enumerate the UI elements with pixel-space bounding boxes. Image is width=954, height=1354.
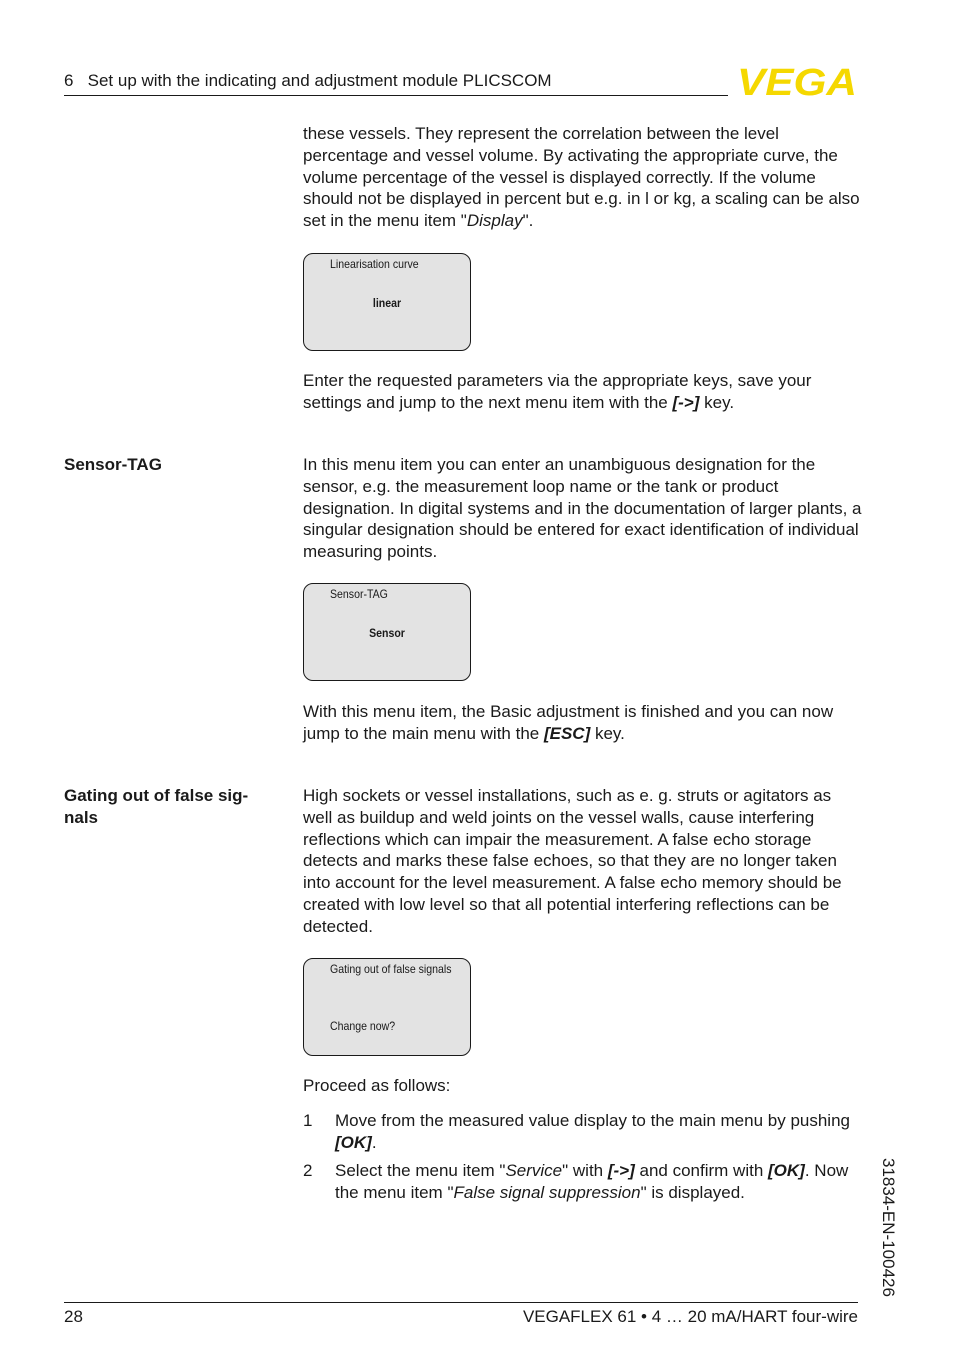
vega-logo xyxy=(735,66,859,98)
display-value: linear xyxy=(372,296,402,310)
menu-item-display: Display xyxy=(466,211,523,231)
step-text: Move from the measured value display to the main menu by pushing [OK]. xyxy=(335,1111,850,1152)
step-text: Select the menu item "Service" with [->] and confirm with [OK]. Now the menu item "False signal suppression" is displayed. xyxy=(335,1161,849,1202)
step-number: 2 xyxy=(303,1161,313,1180)
display-value: Change now? xyxy=(330,1019,396,1033)
gating-paragraph: High sockets or vessel installations, such as e. g. struts or agitators as well as buildup and weld joints on the vessel walls, cause interfering reflections which can impair the measurement. A false echo storage detects and marks these false echoes, so that they are no longer taken into account for the level measurement. A false echo memory should be created with low level so that all potential interfering reflections can be detected. xyxy=(303,786,842,936)
key-ok: [OK] xyxy=(768,1161,805,1180)
step-number: 1 xyxy=(303,1111,313,1130)
display-gating-false-signals xyxy=(303,958,471,1056)
key-arrow: [->] xyxy=(672,392,700,412)
proceed-text: Proceed as follows: xyxy=(303,1076,451,1095)
key-arrow: [->] xyxy=(607,1161,635,1180)
heading-sensor-tag: Sensor-TAG xyxy=(64,455,162,474)
display-title: Sensor-TAG xyxy=(330,587,388,601)
footer-product-title: VEGAFLEX 61 • 4 … 20 mA/HART four-wire xyxy=(522,1307,858,1326)
display-title: Linearisation curve xyxy=(330,257,419,271)
page-number: 28 xyxy=(64,1307,83,1326)
document-code: 31834-EN-100426 xyxy=(879,1158,898,1297)
header-rule xyxy=(64,95,728,96)
menu-item-false-signal-suppression: False signal suppression xyxy=(453,1182,641,1202)
menu-item-service: Service xyxy=(505,1161,563,1180)
footer-rule xyxy=(64,1302,858,1303)
logo-text: VEGA xyxy=(737,66,857,98)
intro-paragraph: these vessels. They represent the correlation between the level percentage and vessel volume. By activating the appropriate curve, the volume percentage of the vessel is displayed correctly. If the volume should not be displayed in percent but e.g. in l or kg, a scaling can be also set in the menu item "Display". xyxy=(303,124,860,231)
enter-parameters-paragraph: Enter the requested parameters via the appropriate keys, save your settings and jump to the next menu item with the [->] key. xyxy=(303,371,812,412)
running-header: 6 Set up with the indicating and adjustment module PLICSCOM xyxy=(64,71,552,90)
display-value: Sensor xyxy=(369,626,405,640)
key-esc: [ESC] xyxy=(543,723,591,743)
sensor-tag-paragraph: In this menu item you can enter an unambiguous designation for the sensor, e.g. the measurement loop name or the tank or product designation. In digital systems and in the documentation of larger plants, a singular designation should be entered for exact identification of individual measuring points. xyxy=(303,455,862,562)
display-title: Gating out of false signals xyxy=(330,962,452,976)
display-sensor-tag xyxy=(303,583,471,681)
heading-gating-false-signals: Gating out of false sig- nals xyxy=(64,786,249,827)
key-ok: [OK] xyxy=(335,1132,372,1152)
finish-paragraph: With this menu item, the Basic adjustment is finished and you can now jump to the main menu with the [ESC] key. xyxy=(303,702,834,743)
display-linearisation-curve xyxy=(303,253,471,351)
